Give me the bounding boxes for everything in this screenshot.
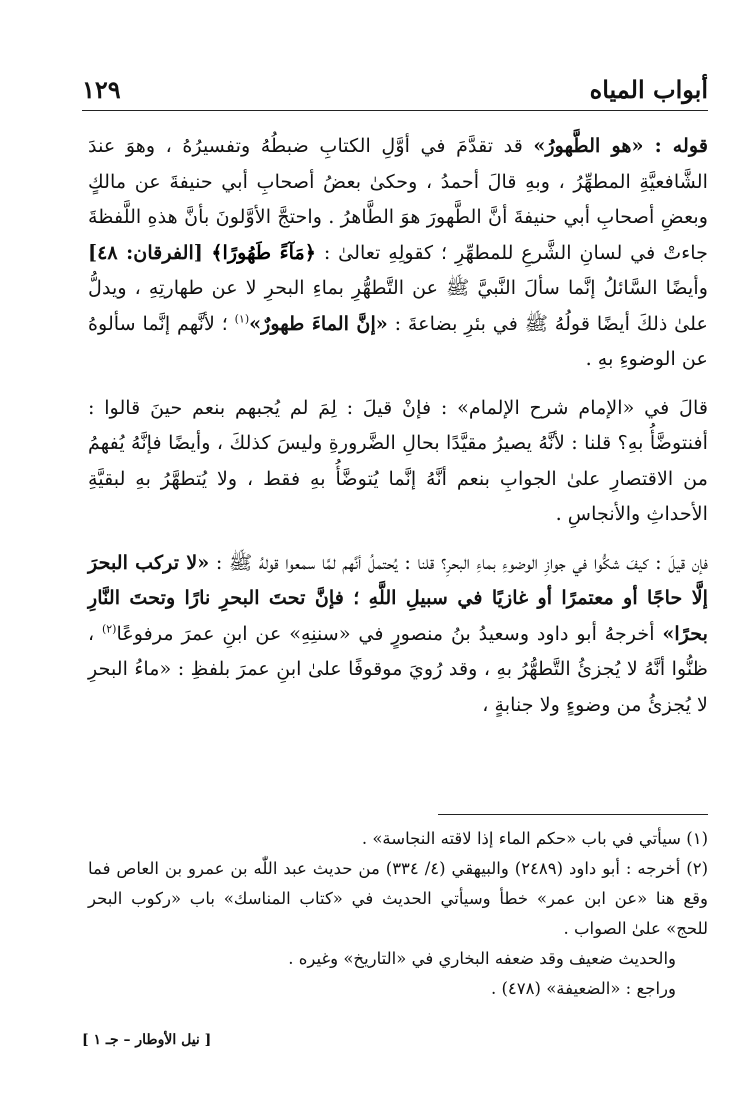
paragraph-2: قالَ في «الإمام شرح الإلمام» : فإنْ قيلَ : لِمَ لم يُجبهم بنعم حينَ قالوا : أفنتوضَّأُ بهِ؟ قلنا : لأنَّهُ يصيرُ مقيَّدًا بحالِ الضَّرورةِ وليسَ كذلكَ ، وأيضًا فإنَّهُ يُفهمُ من الاقتصارِ علىٰ الجوابِ بنعم أنَّهُ إنَّما يُتوضَّأُ بهِ فقط ، ولا يُتطهَّرُ بهِ لبقيَّةِ الأحداثِ والأنجاسِ . [88,395,708,525]
paragraph-1 [88,128,708,377]
verse-reference: [الفرقان: ٤٨] [88,240,212,264]
running-header [82,70,708,111]
text-run: ، ظنُّوا أنَّهُ لا يُجزئُ التَّطهُّرُ بهِ ، وقد رُويَ موقوفًا علىٰ ابنِ عمرَ بلفظِ : «ماءُ البحرِ لا يُجزئُ من وضوءٍ ولا جنابةٍ ، [88,621,708,716]
main-text [88,128,708,722]
page-number: ١٢٩ [82,75,121,104]
book-signature: [ نيل الأوطار – جـ ١ ] [82,1032,212,1048]
footnote-2-note: والحديث ضعيف وقد ضعفه البخاري في «التاريخ» وغيره . [288,949,676,968]
text-run: أخرجهُ أبو داود وسعيدُ بنُ منصورٍ في «سننِهِ» عن ابنِ عمرَ مرفوعًا [116,621,663,645]
footnotes [88,824,708,1004]
lead-phrase: قوله : «هو الطَّهورُ» [533,134,708,157]
hadith-quote: «لا تركب البحرَ إلَّا حاجًا أو معتمرًا أو غازيًا في سبيلِ اللَّهِ ؛ فإنَّ تحتَ البحرِ نارًا وتحتَ النَّارِ بحرًا» [88,550,708,645]
footnote-marker: (٢) [101,622,117,636]
footnote-1: (١) سيأتي في باب «حكم الماء إذا لاقته النجاسة» . [361,829,708,848]
chapter-title: أبواب المياه [589,75,708,104]
text-run: فإن قيلَ : كيفَ شكُّوا في جوازِ الوضوءِ بماءِ البحرِ؟ قلنا : يُحتملُ أنَّهم لمَّا سمعوا قولهُ ﷺ : [209,550,708,574]
footnote-2-ref: وراجع : «الضعيفة» (٤٧٨) . [490,979,676,998]
footnote-2: (٢) أخرجه : أبو داود (٢٤٨٩) والبيهقي (٤/ ٣٣٤) من حديث عبد اللّٰه بن عمرو بن العاص فما وقع هنا «عن ابن عمر» خطأ وسيأتي الحديث في «كتاب المناسك» باب «ركوب البحر للحج» علىٰ الصواب . [88,859,708,938]
paragraph-3 [88,545,708,723]
footnote-divider [438,814,708,815]
hadith-quote: «إنَّ الماءَ طهورٌ» [249,311,388,335]
text-run: وأيضًا السَّائلُ إنَّما سألَ النَّبيَّ ﷺ عن التَّطهُّرِ بماءِ البحرِ لا عن طهارتِهِ ، ويدلُّ علىٰ ذلكَ أيضًا قولُهُ ﷺ في بئرِ بضاعةَ : [88,276,708,335]
quran-verse: ﴿مَآءً طَهُورًا﴾ [211,240,316,264]
footnote-marker: (١) [234,312,250,326]
text-run: قد تقدَّمَ في أوَّلِ الكتابِ ضبطُهُ وتفسيرُهُ ، وهوَ عندَ الشَّافعيَّةِ المطهِّرُ ، وبهِ قالَ أحمدُ ، وحكىٰ بعضُ أصحابِ أبي حنيفةَ عن مالكٍ وبعضِ أصحابِ أبي حنيفةَ أنَّ الطَّهورَ هوَ الطَّاهرُ . واحتجَّ الأوَّلونَ بأنَّ هذهِ اللَّفظةَ جاءتْ في لسانِ الشَّرعِ للمطهِّرِ ؛ كقولِهِ تعالىٰ : [88,134,708,264]
text-run: ؛ لأنَّهم إنَّما سألوهُ عن الوضوءِ بهِ . [88,311,708,370]
